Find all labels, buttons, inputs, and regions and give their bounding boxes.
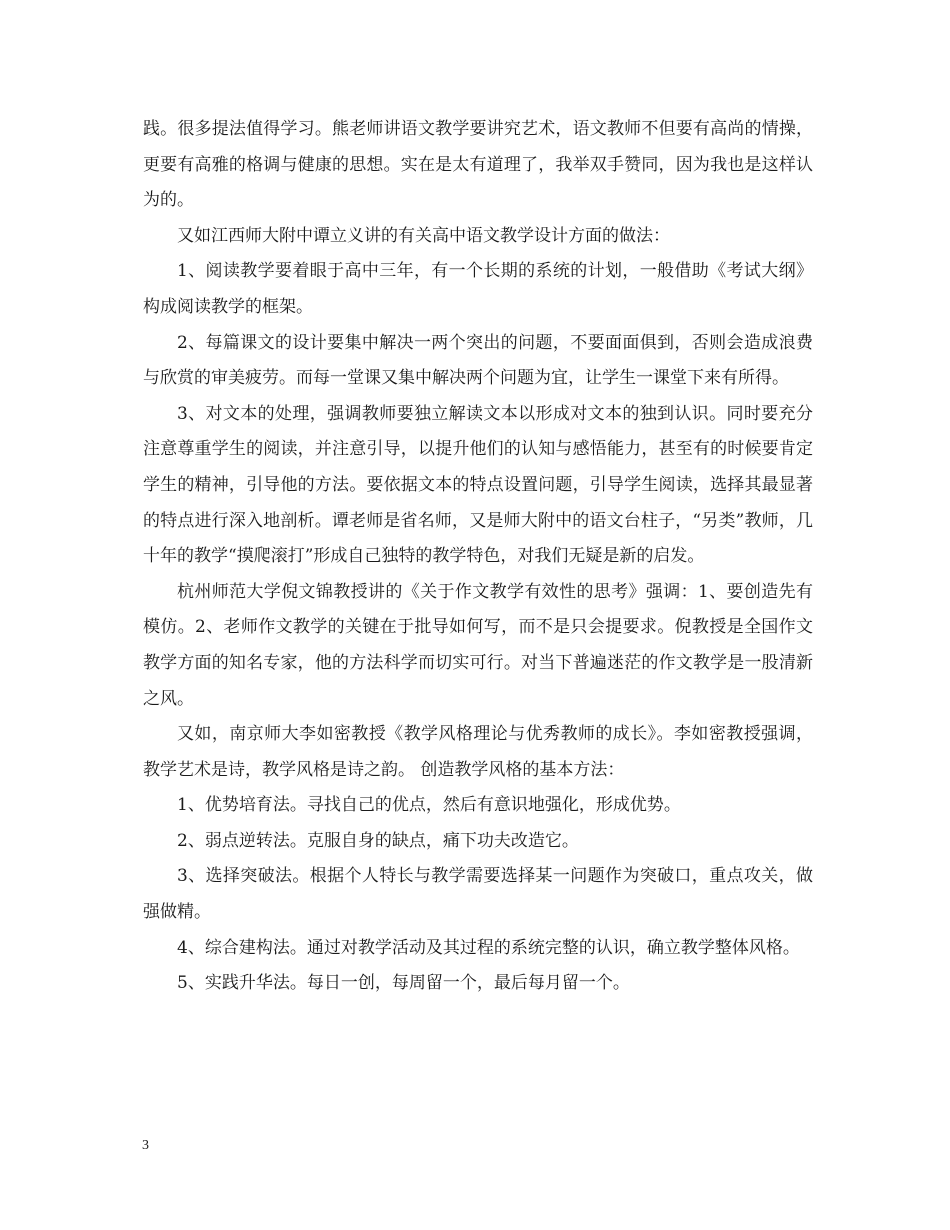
- paragraph-6: 杭州师范大学倪文锦教授讲的《关于作文教学有效性的思考》强调：1、要创造先有模仿。2、老师作文教学的关键在于批导如何写，而不是只会提要求。倪教授是全国作文教学方面的知名专家，他的方法科学而切实可行。对当下普遍迷茫的作文教学是一股清新之风。: [143, 581, 813, 709]
- paragraph-10: 3、选择突破法。根据个人特长与教学需要选择某一问题作为突破口，重点攻关，做强做精。: [143, 866, 813, 923]
- paragraph-5: 3、对文本的处理，强调教师要独立解读文本以形成对文本的独到认识。同时要充分注意尊重学生的阅读，并注意引导，以提升他们的认知与感悟能力，甚至有的时候要肯定学生的精神，引导他的方法。要依据文本的特点设置问题，引导学生阅读，选择其最显著的特点进行深入地剖析。谭老师是省名师，又是师大附中的语文台柱子，“另类”教师，几十年的教学“摸爬滚打”形成自己独特的教学特色，对我们无疑是新的启发。: [143, 403, 813, 567]
- page-number: 3: [142, 1138, 149, 1153]
- paragraph-1: 践。很多提法值得学习。熊老师讲语文教学要讲究艺术，语文教师不但要有高尚的情操，更要有高雅的格调与健康的思想。实在是太有道理了，我举双手赞同，因为我也是这样认为的。: [143, 119, 813, 211]
- paragraph-7: 又如，南京师大李如密教授《教学风格理论与优秀教师的成长》。李如密教授强调，教学艺术是诗，教学风格是诗之韵。 创造教学风格的基本方法：: [143, 724, 813, 780]
- paragraph-9: 2、弱点逆转法。克服自身的缺点，痛下功夫改造它。: [177, 830, 579, 851]
- paragraph-12: 5、实践升华法。每日一创，每周留一个，最后每月留一个。: [177, 973, 630, 994]
- paragraph-2: 又如江西师大附中谭立义讲的有关高中语文教学设计方面的做法：: [177, 225, 670, 246]
- paragraph-11: 4、综合建构法。通过对教学活动及其过程的系统完整的认识，确立教学整体风格。: [177, 937, 800, 958]
- paragraph-8: 1、优势培育法。寻找自己的优点，然后有意识地强化，形成优势。: [177, 795, 681, 816]
- body-text: [143, 112, 813, 1002]
- paragraph-3: 1、阅读教学要着眼于高中三年，有一个长期的系统的计划，一般借助《考试大纲》构成阅读教学的框架。: [143, 261, 813, 317]
- paragraph-4: 2、每篇课文的设计要集中解决一两个突出的问题，不要面面俱到，否则会造成浪费与欣赏的审美疲劳。而每一堂课又集中解决两个问题为宜，让学生一课堂下来有所得。: [143, 332, 813, 389]
